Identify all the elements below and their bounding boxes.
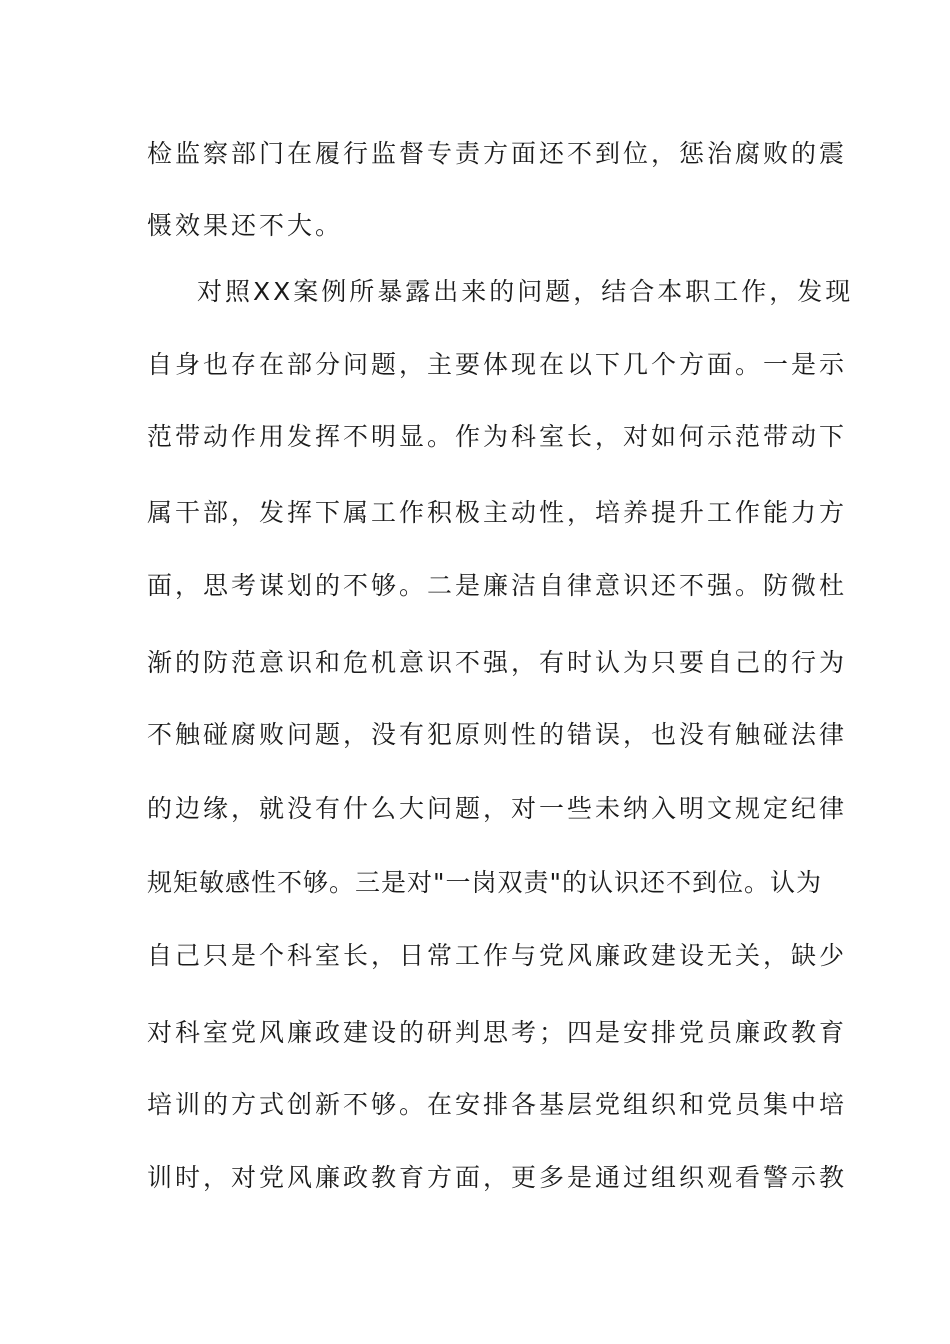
text-line: 不触碰腐败问题，没有犯原则性的错误，也没有触碰法律 [147,720,848,749]
text-line: 对科室党风廉政建设的研判思考；四是安排党员廉政教育 [147,1018,848,1047]
text-line: 培训的方式创新不够。在安排各基层党组织和党员集中培 [147,1090,848,1119]
text-line: 的边缘，就没有什么大问题，对一些未纳入明文规定纪律 [147,794,848,823]
text-line: 渐的防范意识和危机意识不强，有时认为只要自己的行为 [147,648,848,677]
text-line: 范带动作用发挥不明显。作为科室长，对如何示范带动下 [147,422,848,451]
paragraph-first-line: 对照XX案例所暴露出来的问题，结合本职工作，发现 [197,277,854,306]
text-line: 检监察部门在履行监督专责方面还不到位，惩治腐败的震 [147,139,848,168]
text-line: 属干部，发挥下属工作积极主动性，培养提升工作能力方 [147,498,848,527]
text-line: 慑效果还不大。 [147,211,344,240]
text-line: 自己只是个科室长，日常工作与党风廉政建设无关，缺少 [147,941,848,970]
text-line: 规矩敏感性不够。三是对"一岗双责"的认识还不到位。认为 [147,868,823,897]
text-line: 训时，对党风廉政教育方面，更多是通过组织观看警示教 [147,1163,848,1192]
text-line: 面，思考谋划的不够。二是廉洁自律意识还不强。防微杜 [147,571,848,600]
text-line: 自身也存在部分问题，主要体现在以下几个方面。一是示 [147,350,848,379]
